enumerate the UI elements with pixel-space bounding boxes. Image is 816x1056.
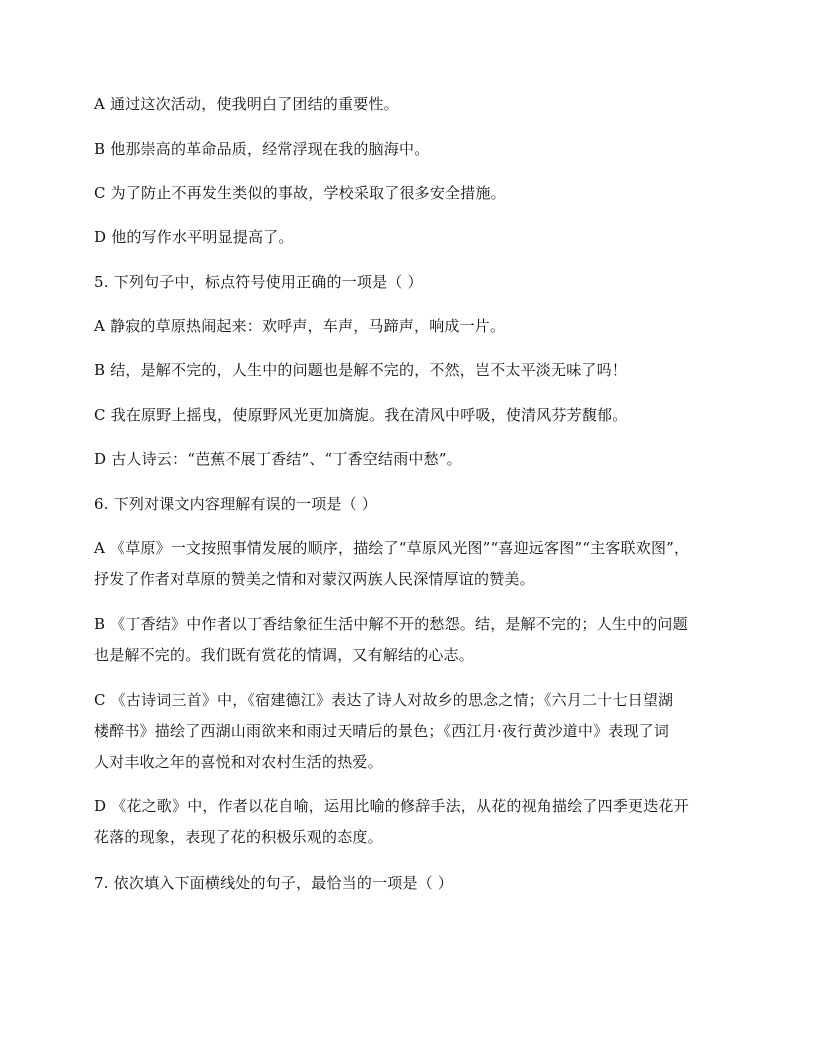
q5-option-b: B 结，是解不完的，人生中的问题也是解不完的，不然，岂不太平淡无味了吗！: [94, 361, 627, 379]
q6-option-a-line-2: 抒发了作者对草原的赞美之情和对蒙汉两族人民深情厚谊的赞美。: [94, 570, 535, 588]
q5-option-d: D 古人诗云：“芭蕉不展丁香结”、“丁香空结雨中愁”。: [94, 450, 462, 468]
q5-option-c: C 我在原野上摇曳，使原野风光更加旖旎。我在清风中呼吸，使清风芬芳馥郁。: [94, 406, 628, 424]
q6-option-c-line-1: C 《古诗词三首》中，《宿建德江》表达了诗人对故乡的思念之情；《六月二十七日望湖: [94, 691, 674, 709]
option-d-text: D 他的写作水平明显提高了。: [94, 228, 294, 246]
option-a-text: A 通过这次活动，使我明白了团结的重要性。: [94, 95, 399, 113]
q5-option-a: A 静寂的草原热闹起来：欢呼声，车声，马蹄声，响成一片。: [94, 317, 506, 335]
q6-option-b-line-2: 也是解不完的。我们既有赏花的情调，又有解结的心志。: [94, 646, 475, 664]
q6-option-c: [94, 685, 734, 778]
q6-option-d-line-2: 花落的现象，表现了花的积极乐观的态度。: [94, 828, 383, 846]
q6-option-b-line-1: B 《丁香结》中作者以丁香结象征生活中解不开的愁怨。结，是解不完的；人生中的问题: [94, 615, 688, 633]
question-5: 5. 下列句子中，标点符号使用正确的一项是（ ）: [94, 273, 423, 291]
q6-option-a: [94, 533, 734, 595]
q6-option-c-line-3: 人对丰收之年的喜悦和对农村生活的热爱。: [94, 753, 383, 771]
option-b-text: B 他那崇高的革命品质，经常浮现在我的脑海中。: [94, 140, 430, 158]
option-c-text: C 为了防止不再发生类似的事故，学校采取了很多安全措施。: [94, 184, 506, 202]
q6-option-c-line-2: 楼醉书》描绘了西湖山雨欲来和雨过天晴后的景色；《西江月·夜行黄沙道中》表现了词: [94, 722, 670, 740]
question-6: 6. 下列对课文内容理解有误的一项是（ ）: [94, 495, 378, 513]
q6-option-a-line-1: A 《草原》一文按照事情发展的顺序，描绘了“草原风光图”“喜迎远客图”“主客联欢图”，: [94, 539, 690, 557]
question-7: 7. 依次填入下面横线处的句子，最恰当的一项是（ ）: [94, 874, 454, 892]
q6-option-d-line-1: D 《花之歌》中，作者以花自喻，运用比喻的修辞手法，从花的视角描绘了四季更迭花开: [94, 797, 689, 815]
q6-option-b: [94, 609, 734, 671]
q6-option-d: [94, 791, 734, 853]
